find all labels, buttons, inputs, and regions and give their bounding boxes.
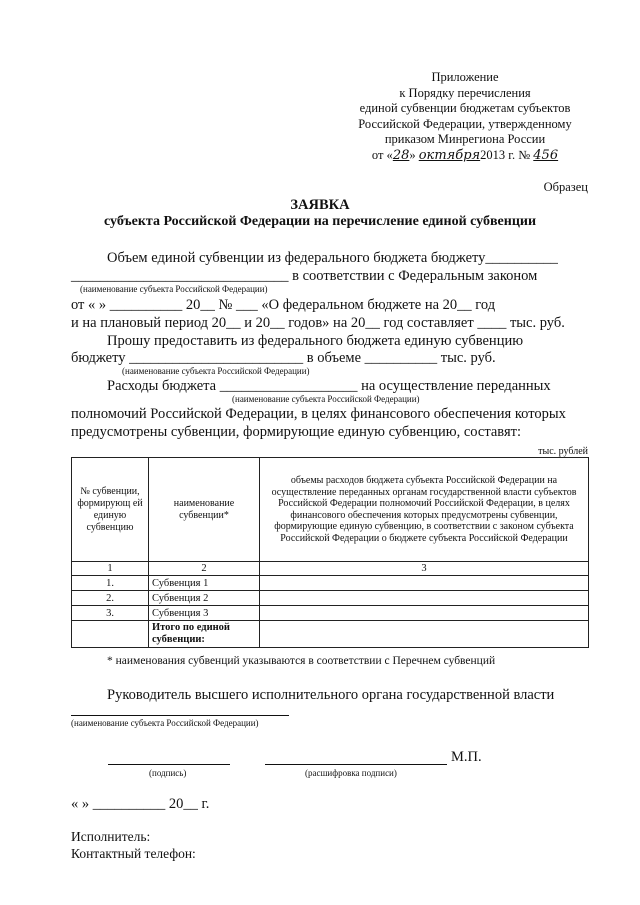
amount-cell[interactable] <box>260 591 589 606</box>
stamp-mark: М.П. <box>451 749 482 765</box>
para2-line1: Прошу предоставить из федерального бюджета единую субвенцию <box>107 333 524 349</box>
footnote: * наименования субвенций указываются в соответствии с Перечнем субвенций <box>107 655 496 667</box>
handwritten-month: октября <box>418 147 481 163</box>
para1-line1: Объем единой субвенции из федерального бюджета бюджету__________ <box>107 250 558 266</box>
table-row: 1. Субвенция 1 <box>72 576 589 591</box>
para3-line1: Расходы бюджета ___________________ на осуществление переданных <box>107 378 551 394</box>
document-title: ЗАЯВКА <box>290 197 350 213</box>
document-subtitle: субъекта Российской Федерации на перечисление единой субвенции <box>103 214 537 229</box>
date-line: « » __________ 20__ г. <box>71 796 210 812</box>
table-total-row <box>72 621 589 648</box>
appendix-block <box>330 70 600 163</box>
decode-line <box>265 764 447 765</box>
para1-line2: ______________________________ в соответствии с Федеральным законом <box>71 268 538 284</box>
signature-caption: (подпись) <box>149 768 187 778</box>
table-header-row <box>72 458 589 562</box>
sample-label: Образец <box>543 180 588 194</box>
table-numbering-row: 1 2 3 <box>72 562 589 576</box>
appendix-line-4: Российской Федерации, утвержденному <box>358 116 572 131</box>
appendix-line-5: приказом Минрегиона России <box>384 132 546 146</box>
appendix-line-1: Приложение <box>431 70 499 84</box>
appendix-date: от «28» октября2013 г. № 456 <box>371 147 559 163</box>
unit-label: тыс. рублей <box>538 446 588 457</box>
subject-name-line <box>71 715 289 716</box>
subject-name-caption: (наименование субъекта Российской Федерации) <box>71 718 259 728</box>
header-number: № субвенции, формирующ ей единую субвенцию <box>72 458 149 562</box>
total-label: Итого по единой субвенции: <box>149 621 260 648</box>
amount-cell[interactable] <box>260 606 589 621</box>
para1-line3: от « » __________ 20__ № ___ «О федеральном бюджете на 20__ год <box>71 297 496 313</box>
para1-line4: и на плановый период 20__ и 20__ годов» на 20__ год составляет ____ тыс. руб. <box>71 315 565 331</box>
table-row: 2. Субвенция 2 <box>72 591 589 606</box>
para3-line2: полномочий Российской Федерации, в целях финансового обеспечения которых <box>71 406 566 422</box>
para3-caption: (наименование субъекта Российской Федерации) <box>232 394 420 404</box>
handwritten-day: 28 <box>392 147 410 163</box>
appendix-line-2: к Порядку перечисления <box>399 85 531 100</box>
signature-line <box>108 764 230 765</box>
total-amount-cell[interactable] <box>260 621 589 648</box>
handwritten-number: 456 <box>533 147 559 163</box>
amount-cell[interactable] <box>260 576 589 591</box>
appendix-line-3: единой субвенции бюджетам субъектов <box>359 101 571 115</box>
table-row: 3. Субвенция 3 <box>72 606 589 621</box>
para3-line3: предусмотрены субвенции, формирующие единую субвенцию, составят: <box>71 424 521 440</box>
subvention-table <box>71 457 589 648</box>
head-title: Руководитель высшего исполнительного органа государственной власти <box>107 687 555 703</box>
executor-label: Исполнитель: <box>71 829 151 844</box>
para2-caption: (наименование субъекта Российской Федерации) <box>122 366 310 376</box>
header-amount: объемы расходов бюджета субъекта Российской Федерации на осуществление переданных органам государственной власти субъектов Российской Федерации полномочий Российской Федерации, в целях финансового обеспечения которых предусмотрены субвенции, формирующие единую субвенцию, в соответствии с законом субъекта Российской Федерации о бюджете субъекта Российской Федерации <box>260 458 589 562</box>
para2-line2: бюджету ________________________ в объеме __________ тыс. руб. <box>71 350 496 366</box>
para1-caption: (наименование субъекта Российской Федерации) <box>80 284 268 294</box>
decode-caption: (расшифровка подписи) <box>305 768 397 778</box>
phone-label: Контактный телефон: <box>71 846 196 861</box>
header-name: наименование субвенции* <box>149 458 260 562</box>
